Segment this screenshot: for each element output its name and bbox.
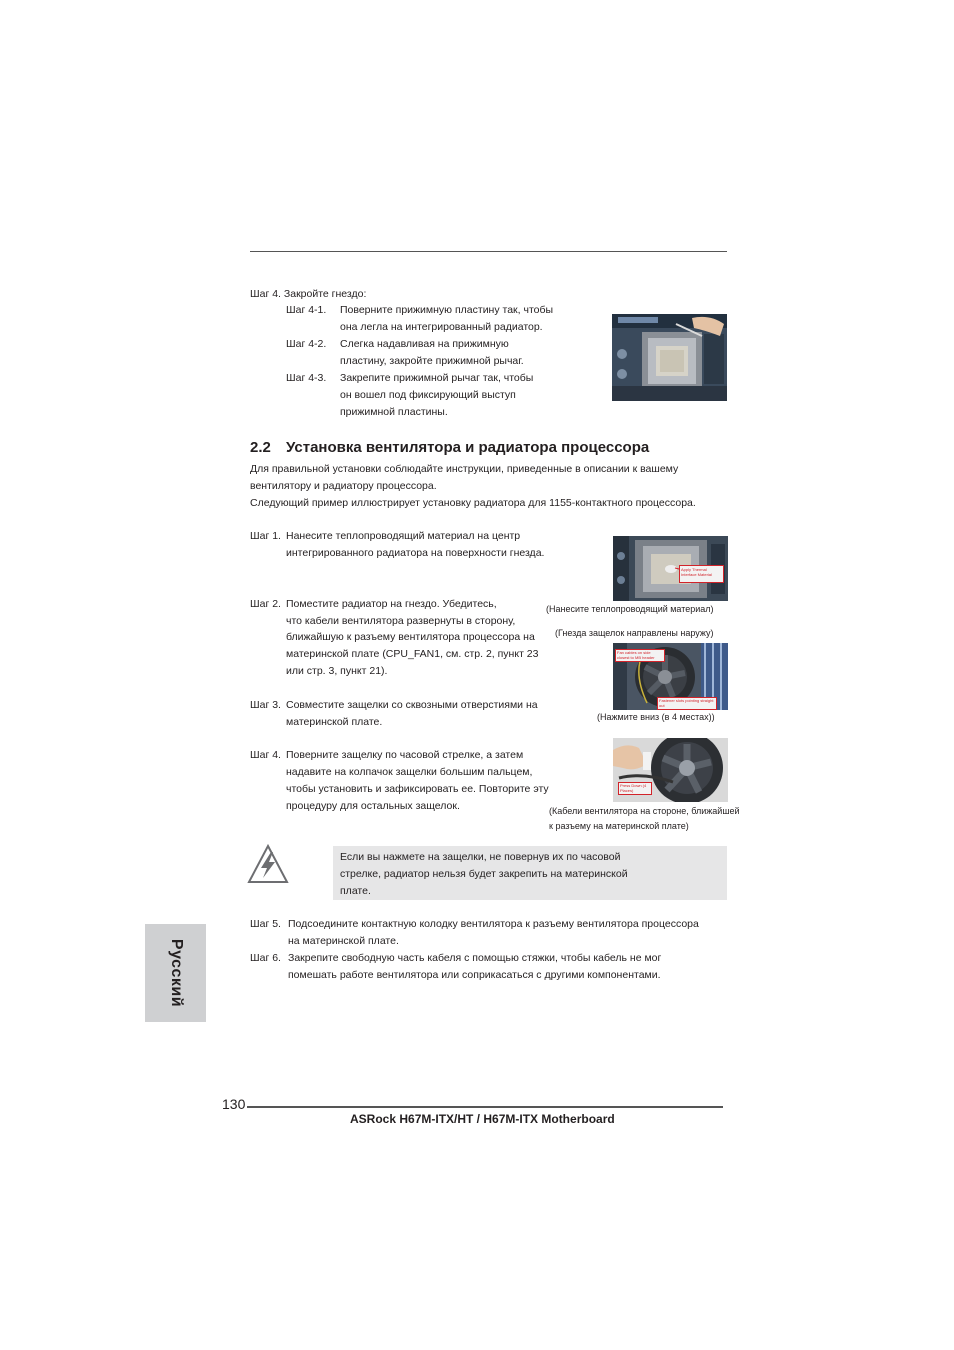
note-text: Если вы нажмете на защелки, не повернув их по часовой bbox=[340, 851, 621, 863]
substep-text: прижимной пластины. bbox=[340, 406, 448, 418]
step-label: Шаг 2. bbox=[250, 598, 281, 610]
press-down-label-box bbox=[618, 782, 652, 795]
step4-heading: Шаг 4. Закройте гнездо: bbox=[250, 288, 367, 300]
intro-text: Для правильной установки соблюдайте инструкции, приведенные в описании к вашему bbox=[250, 463, 679, 475]
substep-label: Шаг 4-2. bbox=[286, 338, 327, 350]
footer-rule bbox=[247, 1106, 723, 1108]
step-text: Поверните защелку по часовой стрелке, а затем bbox=[286, 749, 524, 761]
header-rule bbox=[250, 251, 727, 252]
intro-text: Следующий пример иллюстрирует установку радиатора для 1155-контактного процессора. bbox=[250, 497, 696, 509]
warning-icon bbox=[247, 844, 289, 884]
press-down-photo bbox=[613, 738, 728, 802]
step-text: Нанесите теплопроводящий материал на центр bbox=[286, 530, 521, 542]
substep-text: пластину, закройте прижимной рычаг. bbox=[340, 355, 524, 367]
fan-cables-label-box bbox=[615, 649, 665, 662]
step-label: Шаг 5. bbox=[250, 918, 281, 930]
thermal-material-photo bbox=[613, 536, 728, 601]
tim-label: Apply Thermal Interface Material bbox=[681, 567, 712, 577]
note-text: плате. bbox=[340, 885, 371, 897]
intro-text: вентилятору и радиатору процессора. bbox=[250, 480, 437, 492]
substep-text: она легла на интегрированный радиатор. bbox=[340, 321, 543, 333]
step-text: Поместите радиатор на гнездо. Убедитесь, bbox=[286, 598, 497, 610]
step-text: материнской плате. bbox=[286, 716, 383, 728]
caption-thermal: (Нанесите теплопроводящий материал) bbox=[546, 604, 714, 614]
caption-cables: к разъему на материнской плате) bbox=[549, 821, 689, 831]
section-title: Установка вентилятора и радиатора процессора bbox=[286, 439, 650, 456]
tim-label-box bbox=[679, 565, 724, 583]
step-label: Шаг 6. bbox=[250, 952, 281, 964]
step-text: на материнской плате. bbox=[288, 935, 399, 947]
substep-label: Шаг 4-3. bbox=[286, 372, 327, 384]
step-text: помешать работе вентилятора или соприкасаться с другими компонентами. bbox=[288, 969, 661, 981]
step-text: ближайшую к разъему вентилятора процессора на bbox=[286, 631, 535, 643]
substep-text: Слегка надавливая на прижимную bbox=[340, 338, 509, 350]
step-text: интегрированного радиатора на поверхности гнезда. bbox=[286, 547, 545, 559]
step-text: Закрепите свободную часть кабеля с помощью стяжки, чтобы кабель не мог bbox=[288, 952, 662, 964]
note-text: стрелке, радиатор нельзя будет закрепить на материнской bbox=[340, 868, 628, 880]
step-label: Шаг 3. bbox=[250, 699, 281, 711]
section-number: 2.2 bbox=[250, 439, 271, 456]
step-text: материнской плате (CPU_FAN1, см. стр. 2, пункт 23 bbox=[286, 648, 539, 660]
language-tab bbox=[145, 924, 206, 1022]
page-number: 130 bbox=[222, 1096, 246, 1112]
step-text: или стр. 3, пункт 21). bbox=[286, 665, 388, 677]
step-text: процедуру для остальных защелок. bbox=[286, 800, 460, 812]
step-text: чтобы установить и зафиксировать ее. Повторите эту bbox=[286, 783, 549, 795]
substep-text: Закрепите прижимной рычаг так, чтобы bbox=[340, 372, 534, 384]
substep-text: он вошел под фиксирующий выступ bbox=[340, 389, 516, 401]
caption-cables: (Кабели вентилятора на стороне, ближайшей bbox=[549, 806, 740, 816]
substep-text: Поверните прижимную пластину так, чтобы bbox=[340, 304, 554, 316]
caption-press-down: (Нажмите вниз (в 4 местах)) bbox=[597, 712, 715, 722]
step-text: Подсоедините контактную колодку вентилятора к разъему вентилятора процессора bbox=[288, 918, 699, 930]
fastener-slots-label-box bbox=[657, 697, 717, 710]
substep-label: Шаг 4-1. bbox=[286, 304, 327, 316]
step-text: надавите на колпачок защелки большим пальцем, bbox=[286, 766, 533, 778]
fan-placement-photo bbox=[613, 643, 728, 710]
fastener-slots-label: Fastener slots pointing straight out bbox=[659, 698, 714, 708]
press-down-label: Press Down (4 Places) bbox=[620, 783, 647, 793]
step-text: Совместите защелки со сквозными отверстиями на bbox=[286, 699, 538, 711]
fan-cables-label: Fan cables on side closest to MB header bbox=[617, 650, 655, 660]
caption-sockets-out: (Гнезда защелок направлены наружу) bbox=[555, 628, 714, 638]
step-label: Шаг 1. bbox=[250, 530, 281, 542]
language-tab-label: Русский bbox=[167, 938, 185, 1008]
step-text: что кабели вентилятора развернуты в сторону, bbox=[286, 615, 516, 627]
socket-close-photo bbox=[612, 314, 727, 401]
step-label: Шаг 4. bbox=[250, 749, 281, 761]
footer-model: ASRock H67M-ITX/HT / H67M-ITX Motherboard bbox=[350, 1112, 615, 1126]
